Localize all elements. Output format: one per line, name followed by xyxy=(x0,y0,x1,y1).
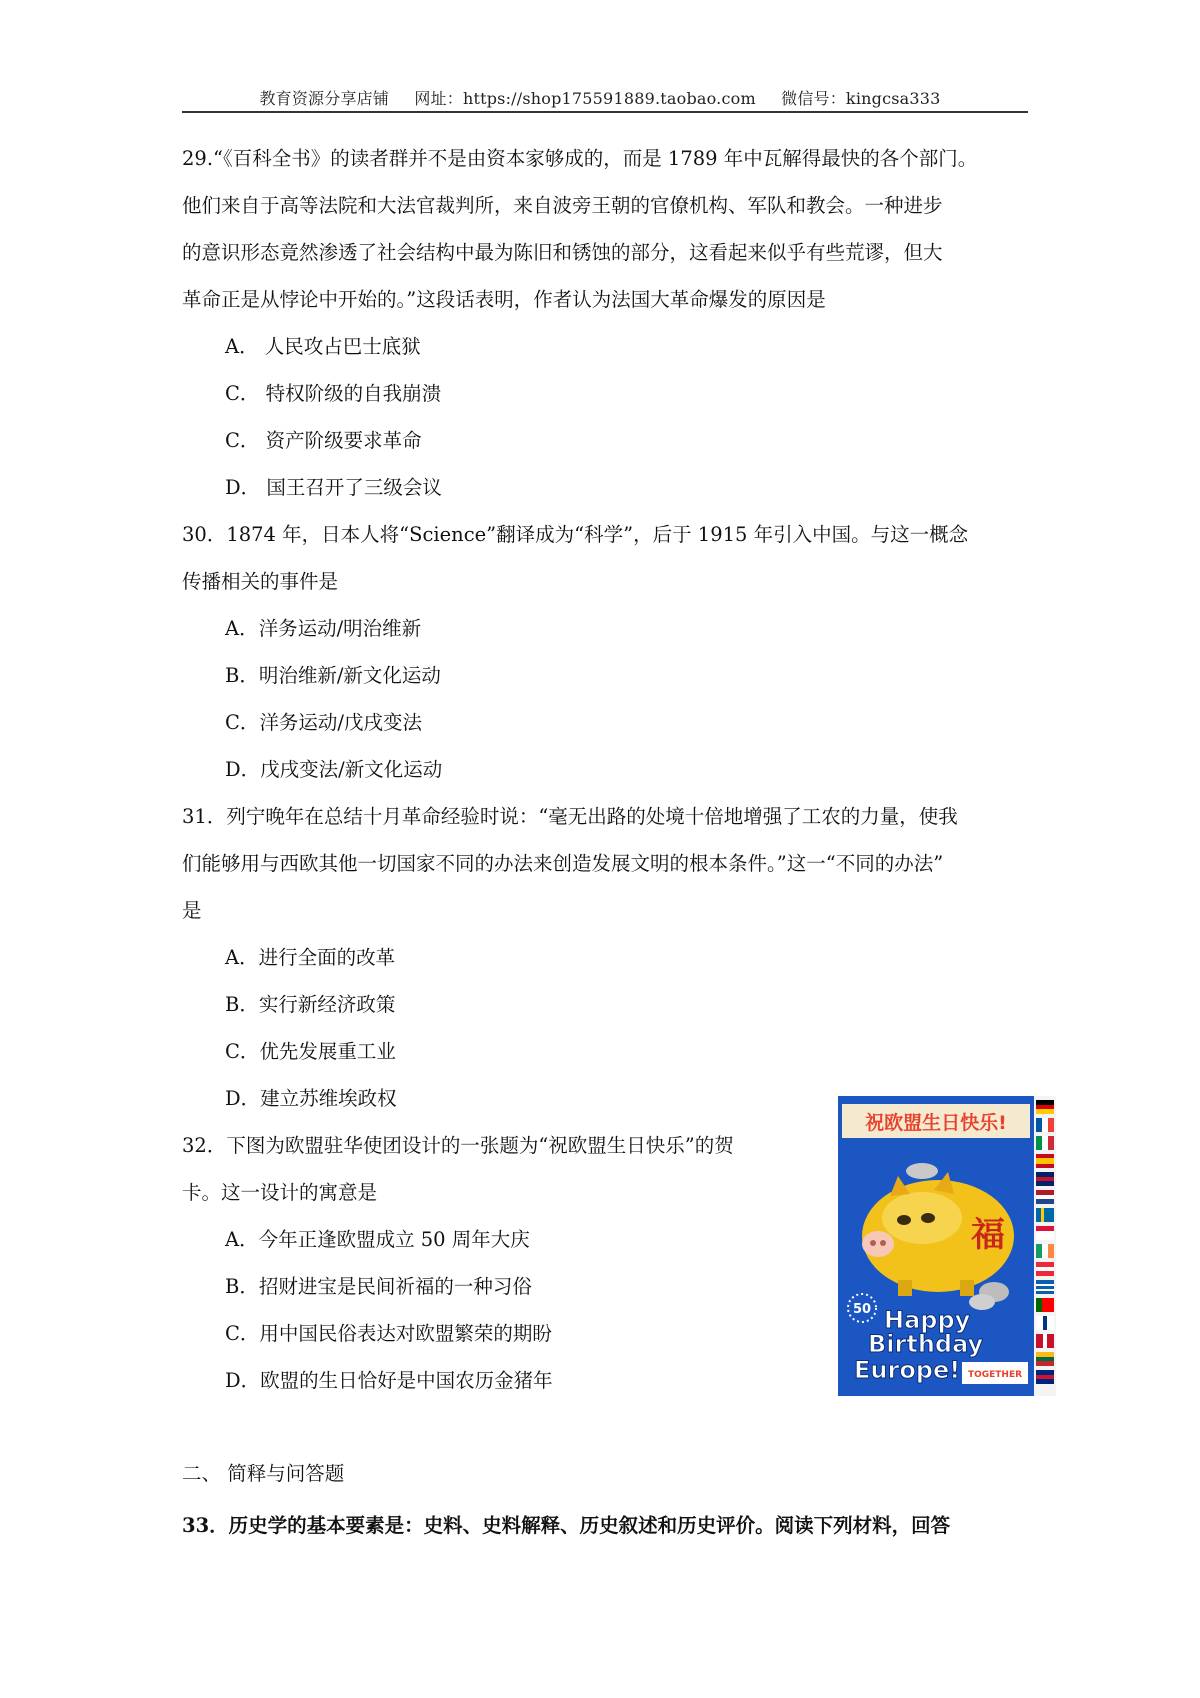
question-32-line: 32．下图为欧盟驻华使团设计的一张题为“祝欧盟生日快乐”的贺 xyxy=(182,1134,734,1157)
question-30-line: 传播相关的事件是 xyxy=(182,570,339,593)
question-31-option-d: D．建立苏维埃政权 xyxy=(225,1087,397,1110)
question-33-intro: 33．历史学的基本要素是：史料、史料解释、历史叙述和历史评价。阅读下列材料，回答 xyxy=(182,1514,951,1537)
anniversary-number: 50 xyxy=(852,1302,872,1317)
together-logo-text: TOGETHER xyxy=(967,1370,1023,1380)
flag-strip xyxy=(1034,1096,1056,1396)
question-30-option-c: C．洋务运动/戊戌变法 xyxy=(225,711,422,734)
header-wechat: 微信号：kingcsa333 xyxy=(781,89,941,108)
question-29-option-d: D． 国王召开了三级会议 xyxy=(225,476,442,499)
question-30-option-d: D．戊戌变法/新文化运动 xyxy=(225,758,443,781)
question-31-option-b: B．实行新经济政策 xyxy=(225,993,396,1016)
greeting-line-3: Europe! xyxy=(854,1356,961,1384)
question-30-option-a: A．洋务运动/明治维新 xyxy=(225,617,422,640)
header-rule xyxy=(182,111,1028,113)
question-29-line: 29.“《百科全书》的读者群并不是由资本家够成的，而是 1789 年中瓦解得最快的各个部门。 xyxy=(182,147,978,170)
eu-birthday-card-image xyxy=(838,1096,1056,1396)
question-32-option-b: B．招财进宝是民间祈福的一种习俗 xyxy=(225,1275,532,1298)
question-31-line: 们能够用与西欧其他一切国家不同的办法来创造发展文明的根本条件。”这一“不同的办法” xyxy=(182,852,944,875)
together-logo xyxy=(962,1362,1028,1384)
question-32-option-c: C．用中国民俗表达对欧盟繁荣的期盼 xyxy=(225,1322,552,1345)
section-title: 二、 简释与问答题 xyxy=(182,1462,345,1485)
header-site: 网址：https://shop175591889.taobao.com xyxy=(414,89,756,108)
greeting-line-1: Happy xyxy=(884,1306,971,1334)
question-30-line: 30．1874 年，日本人将“Science”翻译成为“科学”，后于 1915 年引入中国。与这一概念 xyxy=(182,523,969,546)
question-30-option-b: B．明治维新/新文化运动 xyxy=(225,664,441,687)
question-31-line: 31．列宁晚年在总结十月革命经验时说：“毫无出路的处境十倍地增强了工农的力量，使我 xyxy=(182,805,958,828)
pig-character: 福 xyxy=(971,1215,1005,1255)
card-banner-text: 祝欧盟生日快乐! xyxy=(865,1112,1007,1134)
piggy-bank-icon xyxy=(862,1163,1014,1310)
question-31-option-c: C．优先发展重工业 xyxy=(225,1040,396,1063)
card-banner xyxy=(842,1104,1030,1138)
question-29-line: 他们来自于高等法院和大法官裁判所，来自波旁王朝的官僚机构、军队和教会。一种进步 xyxy=(182,194,943,217)
header-shop: 教育资源分享店铺 xyxy=(259,89,390,108)
anniversary-badge xyxy=(848,1294,876,1322)
page-header xyxy=(0,86,1200,109)
question-32-option-a: A．今年正逢欧盟成立 50 周年大庆 xyxy=(225,1228,530,1251)
question-31-line: 是 xyxy=(182,899,202,922)
question-29-option-c1: C． 特权阶级的自我崩溃 xyxy=(225,382,442,405)
question-32-option-d: D．欧盟的生日恰好是中国农历金猪年 xyxy=(225,1369,553,1392)
question-29-line: 革命正是从悖论中开始的。”这段话表明，作者认为法国大革命爆发的原因是 xyxy=(182,288,826,311)
question-29-option-a: A． 人民攻占巴士底狱 xyxy=(225,335,421,358)
question-31-option-a: A．进行全面的改革 xyxy=(225,946,396,969)
question-32-line: 卡。这一设计的寓意是 xyxy=(182,1181,378,1204)
question-29-option-c2: C． 资产阶级要求革命 xyxy=(225,429,422,452)
greeting-line-2: Birthday xyxy=(868,1330,984,1358)
question-29-line: 的意识形态竟然渗透了社会结构中最为陈旧和锈蚀的部分，这看起来似乎有些荒谬，但大 xyxy=(182,241,943,264)
